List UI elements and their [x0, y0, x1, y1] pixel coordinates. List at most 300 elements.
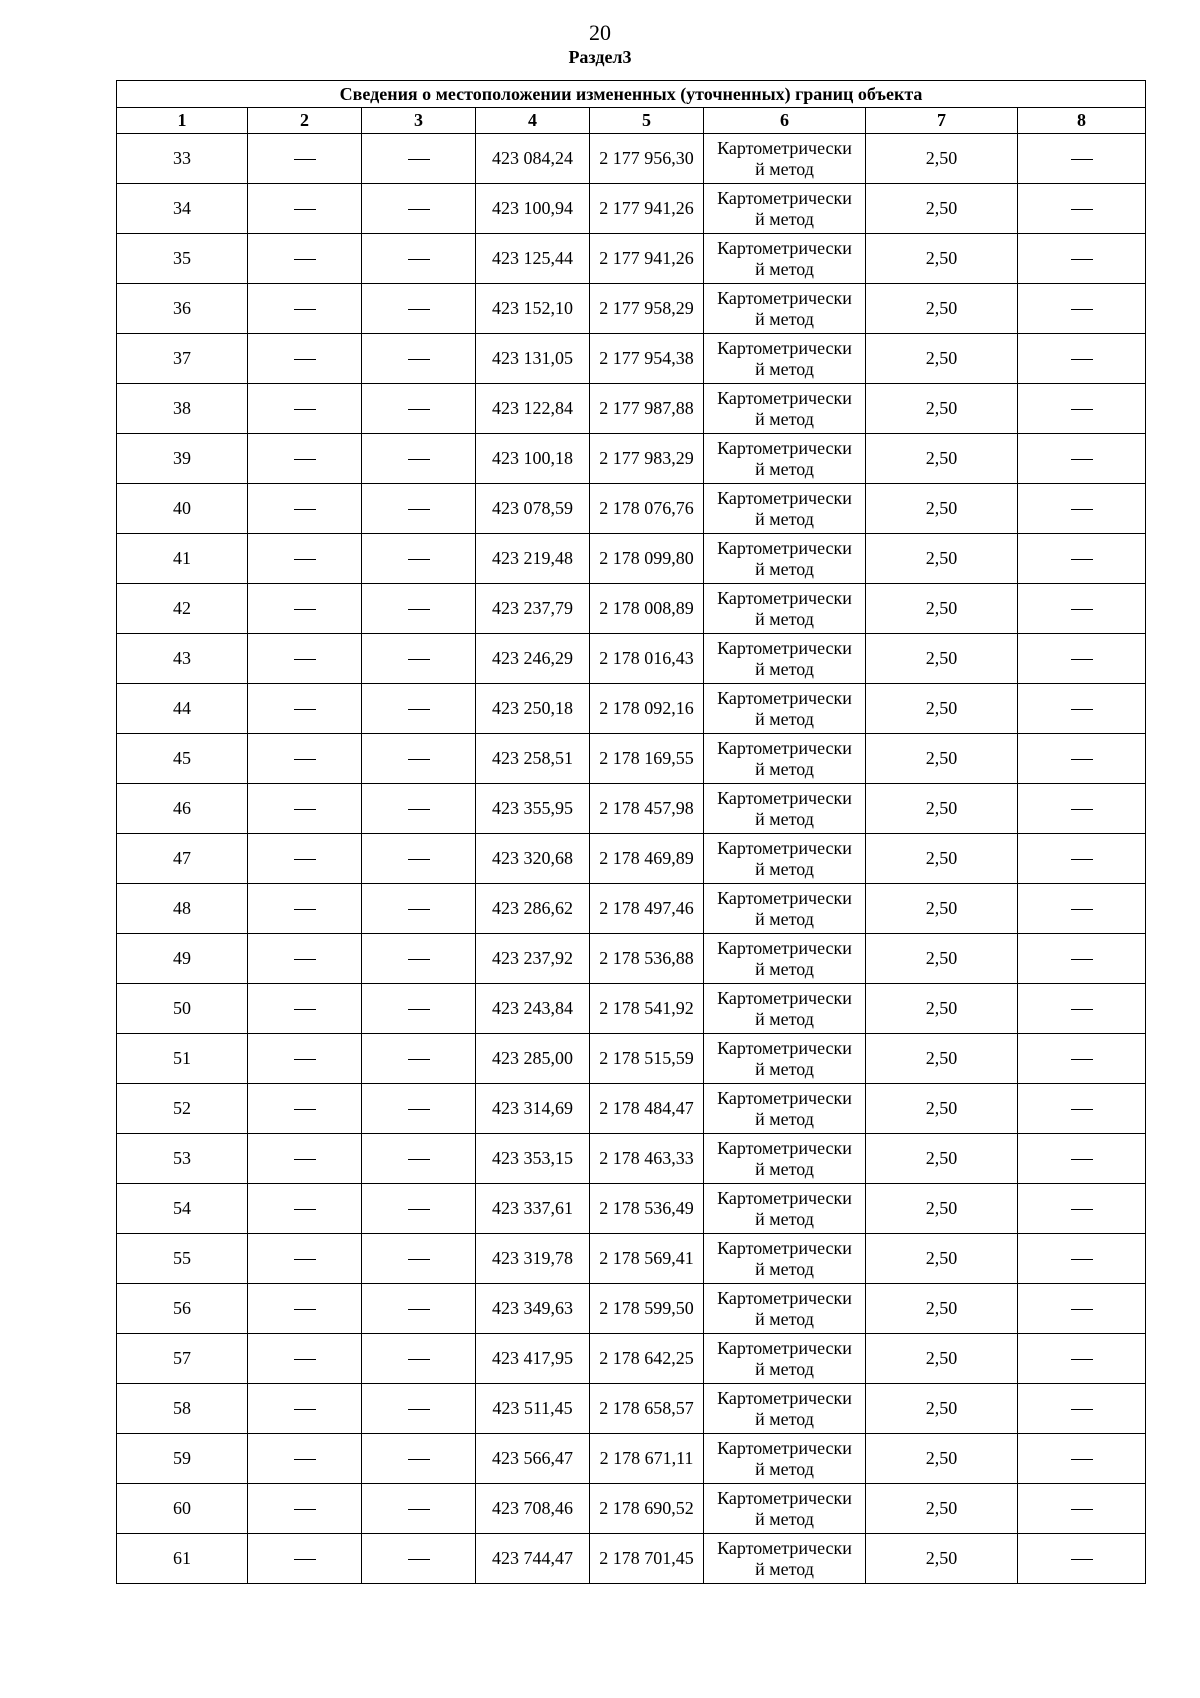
column-number: 8	[1018, 108, 1146, 134]
coordinate-y: 2 177 941,26	[590, 184, 704, 234]
method-line-1: Картометрически	[717, 737, 852, 758]
dash-mark	[1071, 409, 1093, 410]
empty-cell-col2	[248, 984, 362, 1034]
empty-cell-col2	[248, 134, 362, 184]
coordinate-y: 2 177 987,88	[590, 384, 704, 434]
dash-mark	[408, 1009, 430, 1010]
empty-cell-col2	[248, 1234, 362, 1284]
point-number: 46	[117, 784, 248, 834]
empty-cell-col8	[1018, 1384, 1146, 1434]
method-line-1: Картометрически	[717, 537, 852, 558]
empty-cell-col8	[1018, 1134, 1146, 1184]
point-number: 36	[117, 284, 248, 334]
accuracy-cell: 2,50	[866, 584, 1018, 634]
coordinate-x: 423 744,47	[476, 1534, 590, 1584]
empty-cell-col8	[1018, 984, 1146, 1034]
coordinate-y: 2 178 536,88	[590, 934, 704, 984]
table-body	[117, 134, 1146, 1584]
empty-cell-col8	[1018, 784, 1146, 834]
accuracy-cell: 2,50	[866, 1084, 1018, 1134]
empty-cell-col3	[362, 834, 476, 884]
coordinate-x: 423 511,45	[476, 1384, 590, 1434]
table-row	[117, 834, 1146, 884]
dash-mark	[408, 1059, 430, 1060]
dash-mark	[408, 509, 430, 510]
accuracy-cell: 2,50	[866, 984, 1018, 1034]
dash-mark	[408, 1359, 430, 1360]
method-cell	[704, 284, 866, 334]
column-number: 4	[476, 108, 590, 134]
table-row	[117, 934, 1146, 984]
method-cell	[704, 134, 866, 184]
dash-mark	[1071, 959, 1093, 960]
empty-cell-col3	[362, 184, 476, 234]
coordinate-x: 423 152,10	[476, 284, 590, 334]
empty-cell-col2	[248, 184, 362, 234]
method-line-2: й метод	[755, 558, 814, 579]
accuracy-cell: 2,50	[866, 134, 1018, 184]
method-cell	[704, 1184, 866, 1234]
coordinate-y: 2 178 008,89	[590, 584, 704, 634]
dash-mark	[294, 509, 316, 510]
empty-cell-col8	[1018, 1084, 1146, 1134]
page-number: 20	[589, 20, 611, 45]
dash-mark	[408, 659, 430, 660]
method-cell	[704, 884, 866, 934]
coordinate-x: 423 355,95	[476, 784, 590, 834]
point-number: 47	[117, 834, 248, 884]
dash-mark	[1071, 1209, 1093, 1210]
empty-cell-col8	[1018, 134, 1146, 184]
method-line-1: Картометрически	[717, 437, 852, 458]
table-row	[117, 1034, 1146, 1084]
point-number: 45	[117, 734, 248, 784]
empty-cell-col8	[1018, 584, 1146, 634]
coordinate-y: 2 178 099,80	[590, 534, 704, 584]
method-line-2: й метод	[755, 708, 814, 729]
dash-mark	[294, 1409, 316, 1410]
method-line-1: Картометрически	[717, 1187, 852, 1208]
method-line-1: Картометрически	[717, 687, 852, 708]
method-line-1: Картометрически	[717, 837, 852, 858]
method-line-1: Картометрически	[717, 337, 852, 358]
table-row	[117, 234, 1146, 284]
dash-mark	[1071, 1409, 1093, 1410]
point-number: 44	[117, 684, 248, 734]
dash-mark	[408, 1109, 430, 1110]
empty-cell-col8	[1018, 384, 1146, 434]
empty-cell-col8	[1018, 1434, 1146, 1484]
method-line-2: й метод	[755, 608, 814, 629]
empty-cell-col2	[248, 1284, 362, 1334]
empty-cell-col2	[248, 284, 362, 334]
accuracy-cell: 2,50	[866, 1284, 1018, 1334]
method-line-1: Картометрически	[717, 1237, 852, 1258]
method-line-2: й метод	[755, 1358, 814, 1379]
empty-cell-col3	[362, 884, 476, 934]
dash-mark	[1071, 509, 1093, 510]
coordinate-y: 2 178 658,57	[590, 1384, 704, 1434]
table-row	[117, 784, 1146, 834]
empty-cell-col2	[248, 1534, 362, 1584]
accuracy-cell: 2,50	[866, 484, 1018, 534]
dash-mark	[1071, 1159, 1093, 1160]
dash-mark	[294, 459, 316, 460]
accuracy-cell: 2,50	[866, 784, 1018, 834]
empty-cell-col8	[1018, 484, 1146, 534]
empty-cell-col8	[1018, 634, 1146, 684]
empty-cell-col2	[248, 834, 362, 884]
empty-cell-col3	[362, 1134, 476, 1184]
point-number: 33	[117, 134, 248, 184]
method-cell	[704, 634, 866, 684]
point-number: 51	[117, 1034, 248, 1084]
dash-mark	[408, 459, 430, 460]
empty-cell-col8	[1018, 1184, 1146, 1234]
table-row	[117, 134, 1146, 184]
empty-cell-col2	[248, 334, 362, 384]
coordinate-y: 2 178 690,52	[590, 1484, 704, 1534]
empty-cell-col8	[1018, 884, 1146, 934]
dash-mark	[1071, 1109, 1093, 1110]
dash-mark	[408, 1459, 430, 1460]
method-line-1: Картометрически	[717, 387, 852, 408]
point-number: 56	[117, 1284, 248, 1334]
method-line-1: Картометрически	[717, 137, 852, 158]
empty-cell-col8	[1018, 1034, 1146, 1084]
accuracy-cell: 2,50	[866, 534, 1018, 584]
dash-mark	[1071, 809, 1093, 810]
coordinate-y: 2 177 958,29	[590, 284, 704, 334]
method-cell	[704, 1084, 866, 1134]
empty-cell-col2	[248, 1334, 362, 1384]
coordinate-y: 2 178 484,47	[590, 1084, 704, 1134]
coordinate-x: 423 285,00	[476, 1034, 590, 1084]
point-number: 39	[117, 434, 248, 484]
coordinate-y: 2 178 671,11	[590, 1434, 704, 1484]
point-number: 43	[117, 634, 248, 684]
dash-mark	[294, 1159, 316, 1160]
method-line-1: Картометрически	[717, 1337, 852, 1358]
method-cell	[704, 384, 866, 434]
accuracy-cell: 2,50	[866, 1134, 1018, 1184]
empty-cell-col3	[362, 1034, 476, 1084]
empty-cell-col2	[248, 1184, 362, 1234]
dash-mark	[294, 559, 316, 560]
empty-cell-col2	[248, 934, 362, 984]
point-number: 40	[117, 484, 248, 534]
method-cell	[704, 684, 866, 734]
method-cell	[704, 1534, 866, 1584]
empty-cell-col2	[248, 634, 362, 684]
empty-cell-col2	[248, 1384, 362, 1434]
method-line-1: Картометрически	[717, 637, 852, 658]
method-cell	[704, 1484, 866, 1534]
coordinate-x: 423 314,69	[476, 1084, 590, 1134]
method-line-2: й метод	[755, 158, 814, 179]
coordinate-x: 423 566,47	[476, 1434, 590, 1484]
coordinate-x: 423 100,18	[476, 434, 590, 484]
coordinate-x: 423 258,51	[476, 734, 590, 784]
section-title: Раздел3	[568, 47, 632, 67]
coordinate-x: 423 246,29	[476, 634, 590, 684]
column-number-row	[117, 108, 1146, 134]
method-cell	[704, 534, 866, 584]
dash-mark	[294, 959, 316, 960]
method-line-1: Картометрически	[717, 787, 852, 808]
dash-mark	[408, 1209, 430, 1210]
dash-mark	[294, 809, 316, 810]
method-cell	[704, 1234, 866, 1284]
dash-mark	[408, 409, 430, 410]
empty-cell-col3	[362, 1384, 476, 1434]
coordinate-x: 423 078,59	[476, 484, 590, 534]
table-row	[117, 1384, 1146, 1434]
coordinate-y: 2 177 956,30	[590, 134, 704, 184]
table-row	[117, 1084, 1146, 1134]
dash-mark	[294, 359, 316, 360]
dash-mark	[294, 209, 316, 210]
method-line-2: й метод	[755, 508, 814, 529]
method-line-2: й метод	[755, 308, 814, 329]
table-row	[117, 284, 1146, 334]
empty-cell-col2	[248, 234, 362, 284]
method-line-1: Картометрически	[717, 187, 852, 208]
method-line-1: Картометрически	[717, 987, 852, 1008]
method-cell	[704, 584, 866, 634]
empty-cell-col3	[362, 384, 476, 434]
dash-mark	[294, 409, 316, 410]
empty-cell-col3	[362, 984, 476, 1034]
point-number: 38	[117, 384, 248, 434]
coordinate-x: 423 243,84	[476, 984, 590, 1034]
empty-cell-col8	[1018, 1534, 1146, 1584]
column-number: 7	[866, 108, 1018, 134]
accuracy-cell: 2,50	[866, 934, 1018, 984]
empty-cell-col3	[362, 1084, 476, 1134]
method-line-2: й метод	[755, 858, 814, 879]
coordinate-x: 423 417,95	[476, 1334, 590, 1384]
dash-mark	[408, 309, 430, 310]
point-number: 57	[117, 1334, 248, 1384]
dash-mark	[294, 909, 316, 910]
dash-mark	[294, 1209, 316, 1210]
empty-cell-col3	[362, 1434, 476, 1484]
table-row	[117, 584, 1146, 634]
method-line-1: Картометрически	[717, 1137, 852, 1158]
coordinate-y: 2 178 599,50	[590, 1284, 704, 1334]
dash-mark	[408, 1409, 430, 1410]
dash-mark	[294, 759, 316, 760]
dash-mark	[1071, 559, 1093, 560]
empty-cell-col8	[1018, 1334, 1146, 1384]
dash-mark	[294, 1259, 316, 1260]
column-number: 2	[248, 108, 362, 134]
coordinate-y: 2 178 016,43	[590, 634, 704, 684]
empty-cell-col3	[362, 234, 476, 284]
column-number: 3	[362, 108, 476, 134]
boundary-coordinates-table	[116, 80, 1146, 1584]
dash-mark	[408, 1559, 430, 1560]
dash-mark	[1071, 1509, 1093, 1510]
method-line-1: Картометрически	[717, 1487, 852, 1508]
accuracy-cell: 2,50	[866, 1384, 1018, 1434]
empty-cell-col8	[1018, 1234, 1146, 1284]
empty-cell-col2	[248, 734, 362, 784]
table-row	[117, 1434, 1146, 1484]
method-line-2: й метод	[755, 1558, 814, 1579]
dash-mark	[294, 1009, 316, 1010]
method-line-1: Картометрически	[717, 487, 852, 508]
empty-cell-col3	[362, 134, 476, 184]
method-cell	[704, 1434, 866, 1484]
method-line-1: Картометрически	[717, 937, 852, 958]
dash-mark	[1071, 609, 1093, 610]
dash-mark	[1071, 1359, 1093, 1360]
coordinate-x: 423 100,94	[476, 184, 590, 234]
method-line-2: й метод	[755, 258, 814, 279]
point-number: 35	[117, 234, 248, 284]
dash-mark	[1071, 1459, 1093, 1460]
point-number: 37	[117, 334, 248, 384]
empty-cell-col2	[248, 784, 362, 834]
empty-cell-col8	[1018, 684, 1146, 734]
table-row	[117, 734, 1146, 784]
empty-cell-col8	[1018, 1484, 1146, 1534]
table-row	[117, 1184, 1146, 1234]
coordinate-y: 2 178 701,45	[590, 1534, 704, 1584]
table-row	[117, 334, 1146, 384]
dash-mark	[294, 1459, 316, 1460]
dash-mark	[1071, 909, 1093, 910]
dash-mark	[408, 159, 430, 160]
accuracy-cell: 2,50	[866, 1334, 1018, 1384]
dash-mark	[1071, 1259, 1093, 1260]
empty-cell-col3	[362, 1534, 476, 1584]
dash-mark	[1071, 1059, 1093, 1060]
empty-cell-col3	[362, 1184, 476, 1234]
table-row	[117, 984, 1146, 1034]
dash-mark	[294, 609, 316, 610]
empty-cell-col8	[1018, 184, 1146, 234]
dash-mark	[408, 209, 430, 210]
accuracy-cell: 2,50	[866, 1434, 1018, 1484]
empty-cell-col3	[362, 734, 476, 784]
dash-mark	[408, 1159, 430, 1160]
coordinate-y: 2 178 092,16	[590, 684, 704, 734]
table-row	[117, 884, 1146, 934]
method-line-2: й метод	[755, 1108, 814, 1129]
empty-cell-col2	[248, 534, 362, 584]
coordinate-x: 423 237,79	[476, 584, 590, 634]
empty-cell-col3	[362, 684, 476, 734]
dash-mark	[408, 709, 430, 710]
method-line-1: Картометрически	[717, 1087, 852, 1108]
method-line-2: й метод	[755, 208, 814, 229]
method-cell	[704, 1134, 866, 1184]
method-cell	[704, 1284, 866, 1334]
dash-mark	[294, 859, 316, 860]
coordinate-x: 423 337,61	[476, 1184, 590, 1234]
point-number: 41	[117, 534, 248, 584]
empty-cell-col3	[362, 284, 476, 334]
dash-mark	[1071, 359, 1093, 360]
empty-cell-col3	[362, 484, 476, 534]
method-cell	[704, 184, 866, 234]
table-caption: Сведения о местоположении измененных (уточненных) границ объекта	[117, 81, 1146, 108]
dash-mark	[294, 1059, 316, 1060]
method-cell	[704, 1334, 866, 1384]
point-number: 61	[117, 1534, 248, 1584]
method-line-2: й метод	[755, 808, 814, 829]
empty-cell-col3	[362, 1484, 476, 1534]
coordinate-x: 423 319,78	[476, 1234, 590, 1284]
method-line-1: Картометрически	[717, 287, 852, 308]
table-row	[117, 634, 1146, 684]
method-line-2: й метод	[755, 458, 814, 479]
table-row	[117, 1234, 1146, 1284]
dash-mark	[294, 1309, 316, 1310]
empty-cell-col2	[248, 1134, 362, 1184]
method-line-1: Картометрически	[717, 1537, 852, 1558]
dash-mark	[294, 309, 316, 310]
point-number: 59	[117, 1434, 248, 1484]
dash-mark	[294, 709, 316, 710]
dash-mark	[408, 609, 430, 610]
dash-mark	[408, 359, 430, 360]
point-number: 60	[117, 1484, 248, 1534]
method-line-2: й метод	[755, 658, 814, 679]
table-row	[117, 1334, 1146, 1384]
dash-mark	[408, 259, 430, 260]
coordinate-x: 423 084,24	[476, 134, 590, 184]
empty-cell-col2	[248, 434, 362, 484]
method-line-1: Картометрически	[717, 1287, 852, 1308]
empty-cell-col8	[1018, 534, 1146, 584]
empty-cell-col3	[362, 934, 476, 984]
method-line-1: Картометрически	[717, 887, 852, 908]
table-row	[117, 684, 1146, 734]
point-number: 52	[117, 1084, 248, 1134]
coordinate-x: 423 125,44	[476, 234, 590, 284]
point-number: 48	[117, 884, 248, 934]
dash-mark	[294, 159, 316, 160]
dash-mark	[408, 559, 430, 560]
method-line-1: Картометрически	[717, 237, 852, 258]
coordinate-y: 2 177 983,29	[590, 434, 704, 484]
empty-cell-col2	[248, 1434, 362, 1484]
dash-mark	[408, 1259, 430, 1260]
coordinate-x: 423 349,63	[476, 1284, 590, 1334]
dash-mark	[1071, 859, 1093, 860]
accuracy-cell: 2,50	[866, 634, 1018, 684]
method-cell	[704, 984, 866, 1034]
dash-mark	[294, 1509, 316, 1510]
column-number: 1	[117, 108, 248, 134]
empty-cell-col2	[248, 884, 362, 934]
empty-cell-col2	[248, 1484, 362, 1534]
dash-mark	[408, 1509, 430, 1510]
dash-mark	[1071, 709, 1093, 710]
coordinate-y: 2 177 954,38	[590, 334, 704, 384]
method-line-1: Картометрически	[717, 1037, 852, 1058]
method-cell	[704, 434, 866, 484]
point-number: 55	[117, 1234, 248, 1284]
empty-cell-col2	[248, 684, 362, 734]
method-line-2: й метод	[755, 908, 814, 929]
point-number: 42	[117, 584, 248, 634]
coordinate-x: 423 237,92	[476, 934, 590, 984]
